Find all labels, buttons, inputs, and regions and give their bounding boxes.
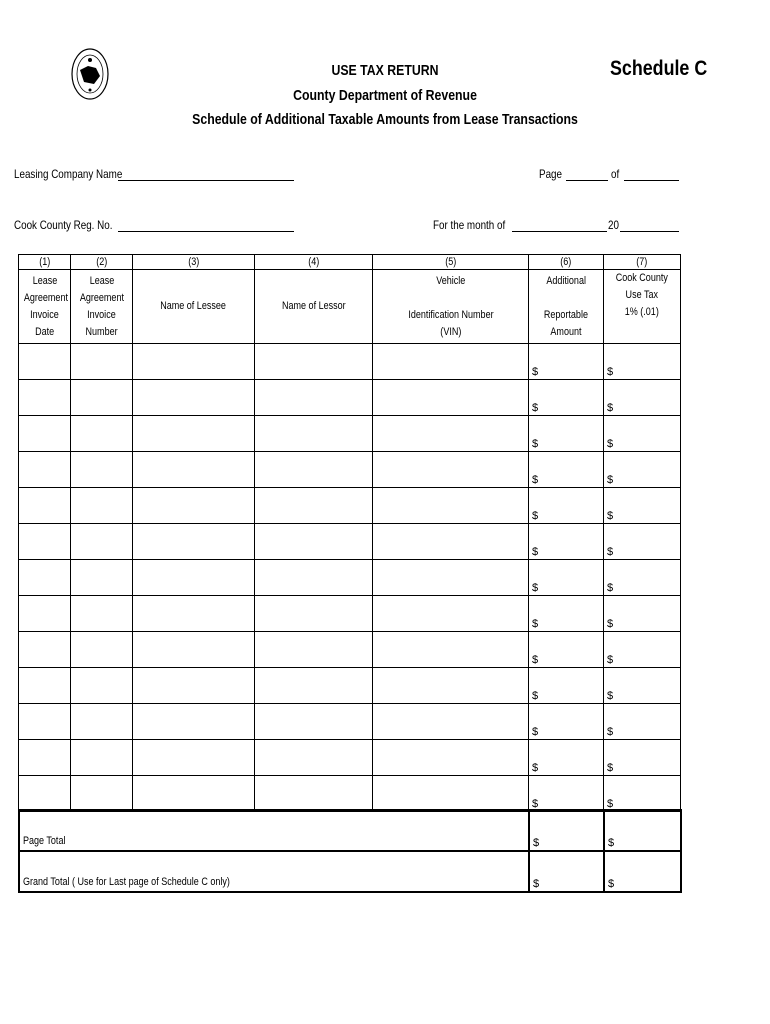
column-header-6: Additional Reportable Amount <box>529 270 604 344</box>
table-cell[interactable] <box>133 776 255 812</box>
page-label: Page <box>539 167 562 181</box>
table-cell[interactable]: $ <box>529 776 604 812</box>
table-cell[interactable] <box>255 380 373 416</box>
table-cell[interactable]: $ <box>529 740 604 776</box>
table-cell[interactable] <box>19 704 71 740</box>
table-cell[interactable] <box>373 380 529 416</box>
table-cell[interactable] <box>255 524 373 560</box>
table-cell[interactable] <box>133 740 255 776</box>
column-number-6: (6) <box>529 255 604 270</box>
table-cell[interactable] <box>255 560 373 596</box>
column-number-3: (3) <box>133 255 255 270</box>
table-row <box>19 704 681 740</box>
table-cell[interactable] <box>373 488 529 524</box>
table-cell[interactable]: $ <box>604 560 681 596</box>
table-cell[interactable] <box>19 560 71 596</box>
table-cell[interactable] <box>255 632 373 668</box>
table-cell[interactable] <box>373 632 529 668</box>
table-row <box>19 740 681 776</box>
page-total-tax-cell[interactable]: $ <box>604 810 681 851</box>
table-cell[interactable] <box>19 344 71 380</box>
table-row <box>19 488 681 524</box>
table-cell[interactable]: $ <box>529 416 604 452</box>
month-label: For the month of <box>433 218 506 232</box>
table-cell[interactable] <box>71 488 133 524</box>
table-row <box>19 344 681 380</box>
table-cell[interactable] <box>373 416 529 452</box>
table-cell[interactable] <box>373 668 529 704</box>
leasing-company-label: Leasing Company Name <box>14 167 123 181</box>
grand-total-label: Grand Total ( Use for Last page of Schedule C only) <box>23 876 230 888</box>
table-cell[interactable] <box>19 596 71 632</box>
grand-total-row <box>19 851 681 892</box>
table-cell[interactable] <box>133 704 255 740</box>
table-cell[interactable]: $ <box>529 524 604 560</box>
table-cell[interactable] <box>255 668 373 704</box>
table-cell[interactable]: $ <box>604 344 681 380</box>
table-row <box>19 380 681 416</box>
table-cell[interactable]: $ <box>529 452 604 488</box>
column-header-7: Cook County Use Tax 1% (.01) <box>604 270 681 344</box>
table-cell[interactable] <box>19 380 71 416</box>
table-cell[interactable]: $ <box>604 632 681 668</box>
table-cell[interactable]: $ <box>529 344 604 380</box>
grand-total-tax-cell[interactable]: $ <box>604 851 681 892</box>
lease-transactions-table <box>18 254 681 812</box>
table-cell[interactable]: $ <box>529 632 604 668</box>
table-cell[interactable]: $ <box>529 488 604 524</box>
table-cell[interactable] <box>373 596 529 632</box>
table-cell[interactable] <box>71 560 133 596</box>
column-number-2: (2) <box>71 255 133 270</box>
table-row <box>19 524 681 560</box>
table-row <box>19 452 681 488</box>
column-header-2: Lease Agreement Invoice Number <box>71 270 133 344</box>
table-cell[interactable] <box>133 416 255 452</box>
grand-total-amount-cell[interactable]: $ <box>529 851 604 892</box>
table-cell[interactable]: $ <box>604 596 681 632</box>
year-prefix: 20 <box>608 218 619 232</box>
table-cell[interactable] <box>19 416 71 452</box>
table-cell[interactable] <box>71 380 133 416</box>
table-cell[interactable] <box>71 344 133 380</box>
table-cell[interactable]: $ <box>604 452 681 488</box>
page-total-amount-cell[interactable]: $ <box>529 810 604 851</box>
table-cell[interactable] <box>133 488 255 524</box>
table-cell[interactable] <box>71 632 133 668</box>
column-header-4: Name of Lessor <box>255 270 373 344</box>
year-field[interactable] <box>620 231 679 232</box>
table-cell[interactable] <box>255 704 373 740</box>
table-cell[interactable] <box>71 452 133 488</box>
table-cell[interactable] <box>71 668 133 704</box>
table-cell[interactable] <box>19 488 71 524</box>
page-total-row <box>19 810 681 851</box>
table-cell[interactable]: $ <box>604 668 681 704</box>
table-cell[interactable] <box>373 776 529 812</box>
table-cell[interactable] <box>71 740 133 776</box>
reg-no-label: Cook County Reg. No. <box>14 218 113 232</box>
table-cell[interactable] <box>19 524 71 560</box>
table-cell[interactable] <box>255 344 373 380</box>
column-header-5: Vehicle Identification Number (VIN) <box>373 270 529 344</box>
leasing-company-field[interactable] <box>118 180 294 181</box>
table-cell[interactable]: $ <box>529 704 604 740</box>
table-cell[interactable] <box>133 344 255 380</box>
department-title: County Department of Revenue <box>293 87 477 104</box>
table-cell[interactable]: $ <box>604 524 681 560</box>
table-cell[interactable]: $ <box>604 416 681 452</box>
column-number-5: (5) <box>373 255 529 270</box>
column-header-3: Name of Lessee <box>133 270 255 344</box>
table-cell[interactable] <box>133 632 255 668</box>
schedule-subtitle: Schedule of Additional Taxable Amounts from Lease Transactions <box>192 111 578 128</box>
table-cell[interactable] <box>19 740 71 776</box>
schedule-label: Schedule C <box>610 57 708 80</box>
table-cell[interactable] <box>255 776 373 812</box>
table-row <box>19 668 681 704</box>
column-number-4: (4) <box>255 255 373 270</box>
table-cell[interactable] <box>255 416 373 452</box>
table-cell[interactable]: $ <box>529 668 604 704</box>
column-number-1: (1) <box>19 255 71 270</box>
totals-table <box>18 809 682 893</box>
table-cell[interactable] <box>19 668 71 704</box>
table-cell[interactable] <box>133 596 255 632</box>
table-row <box>19 776 681 812</box>
table-cell[interactable] <box>133 524 255 560</box>
form-title: USE TAX RETURN <box>331 62 439 79</box>
column-number-7: (7) <box>604 255 681 270</box>
page-count-field[interactable] <box>624 180 679 181</box>
table-row <box>19 416 681 452</box>
table-cell[interactable] <box>71 704 133 740</box>
table-cell[interactable] <box>373 344 529 380</box>
table-cell[interactable]: $ <box>604 740 681 776</box>
of-label: of <box>611 167 620 181</box>
column-header-1: Lease Agreement Invoice Date <box>19 270 71 344</box>
table-cell[interactable] <box>71 776 133 812</box>
table-cell[interactable] <box>373 704 529 740</box>
page-total-label: Page Total <box>23 835 66 847</box>
table-row <box>19 560 681 596</box>
table-cell[interactable] <box>133 380 255 416</box>
table-cell[interactable] <box>19 776 71 812</box>
table-cell[interactable] <box>373 740 529 776</box>
table-cell[interactable]: $ <box>604 380 681 416</box>
reg-no-field[interactable] <box>118 231 294 232</box>
table-cell[interactable] <box>133 668 255 704</box>
table-cell[interactable]: $ <box>604 488 681 524</box>
table-cell[interactable]: $ <box>529 380 604 416</box>
table-cell[interactable]: $ <box>529 596 604 632</box>
table-row <box>19 632 681 668</box>
table-cell[interactable] <box>19 632 71 668</box>
table-row <box>19 596 681 632</box>
page-number-field[interactable] <box>566 180 608 181</box>
table-cell[interactable]: $ <box>604 776 681 812</box>
table-cell[interactable] <box>133 452 255 488</box>
table-cell[interactable] <box>71 416 133 452</box>
table-cell[interactable] <box>255 740 373 776</box>
table-cell[interactable] <box>373 560 529 596</box>
table-cell[interactable] <box>255 488 373 524</box>
table-cell[interactable] <box>19 452 71 488</box>
month-field[interactable] <box>512 231 607 232</box>
table-cell[interactable]: $ <box>604 704 681 740</box>
table-cell[interactable] <box>71 524 133 560</box>
table-cell[interactable] <box>255 596 373 632</box>
table-cell[interactable]: $ <box>529 560 604 596</box>
table-cell[interactable] <box>133 560 255 596</box>
table-cell[interactable] <box>373 452 529 488</box>
table-cell[interactable] <box>373 524 529 560</box>
table-cell[interactable] <box>71 596 133 632</box>
table-cell[interactable] <box>255 452 373 488</box>
